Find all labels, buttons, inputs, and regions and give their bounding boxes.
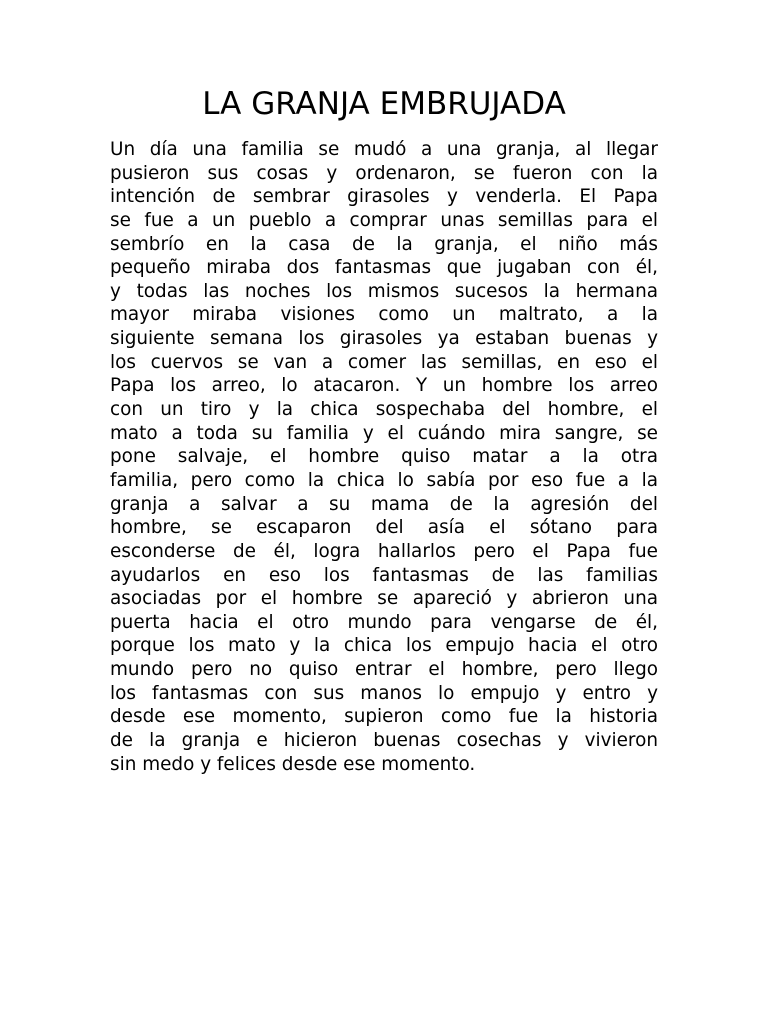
paragraph-line: de la granja e hicieron buenas cosechas y vivieron (110, 730, 658, 752)
paragraph-line: pequeño miraba dos fantasmas que jugaban con él, (110, 257, 658, 279)
paragraph-line: sembrío en la casa de la granja, el niño más (110, 233, 658, 255)
paragraph-line: Un día una familia se mudó a una granja, al llegar (110, 139, 658, 160)
paragraph-line: mundo pero no quiso entrar el hombre, pero llego (110, 659, 658, 681)
paragraph-line: los fantasmas con sus manos lo empujo y entro y (110, 682, 658, 704)
paragraph-line: con un tiro y la chica sospechaba del hombre, el (110, 399, 658, 421)
paragraph-line: ayudarlos en eso los fantasmas de las familias (110, 564, 658, 586)
paragraph-line: intención de sembrar girasoles y venderla. El Papa (110, 186, 658, 208)
paragraph-line: se fue a un pueblo a comprar unas semillas para el (110, 209, 658, 231)
paragraph-line: desde ese momento, supieron como fue la historia (110, 706, 658, 728)
paragraph-line: asociadas por el hombre se apareció y abrieron una (110, 588, 658, 610)
paragraph-line: y todas las noches los mismos sucesos la hermana (110, 280, 658, 302)
story-paragraph (110, 138, 658, 776)
paragraph-line: pusieron sus cosas y ordenaron, se fueron con la (110, 162, 658, 184)
paragraph-line: puerta hacia el otro mundo para vengarse de él, (110, 611, 658, 633)
paragraph-line: siguiente semana los girasoles ya estaban buenas y (110, 328, 658, 350)
paragraph-line: hombre, se escaparon del asía el sótano para (110, 517, 658, 539)
paragraph-line: esconderse de él, logra hallarlos pero el Papa fue (110, 540, 658, 562)
document-title: LA GRANJA EMBRUJADA (202, 86, 566, 122)
paragraph-line: porque los mato y la chica los empujo hacia el otro (110, 635, 658, 657)
paragraph-line: pone salvaje, el hombre quiso matar a la otra (110, 446, 658, 468)
paragraph-line: familia, pero como la chica lo sabía por eso fue a la (110, 469, 658, 491)
paragraph-line: los cuervos se van a comer las semillas, en eso el (110, 351, 658, 373)
paragraph-line: sin medo y felices desde ese momento. (110, 753, 476, 775)
paragraph-line: Papa los arreo, lo atacaron. Y un hombre los arreo (110, 375, 658, 397)
paragraph-line: granja a salvar a su mama de la agresión del (110, 493, 658, 515)
paragraph-line: mato a toda su familia y el cuándo mira sangre, se (110, 422, 658, 444)
paragraph-line: mayor miraba visiones como un maltrato, a la (110, 304, 658, 326)
